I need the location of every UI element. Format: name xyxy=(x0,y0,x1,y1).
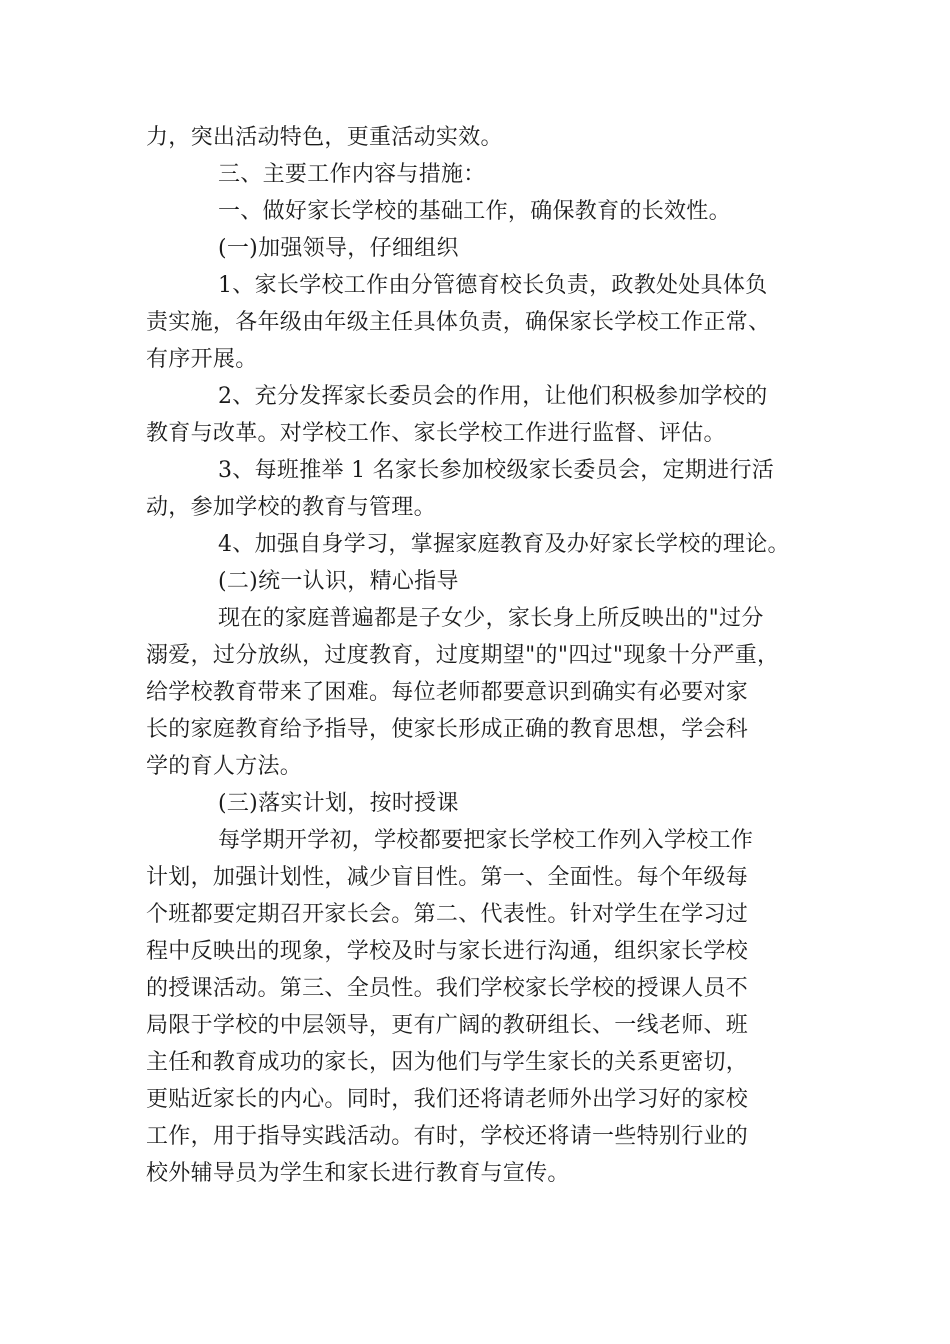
text-line: 给学校教育带来了困难。每位老师都要意识到确实有必要对家 xyxy=(146,680,749,705)
text-line: 教育与改革。对学校工作、家长学校工作进行监督、评估。 xyxy=(146,421,726,446)
text-line: 动，参加学校的教育与管理。 xyxy=(146,495,436,520)
text-line: 溺爱，过分放纵，过度教育，过度期望"的"四过"现象十分严重， xyxy=(146,643,780,668)
text-line: 力，突出活动特色，更重活动实效。 xyxy=(146,125,503,150)
subsection-heading: (三)落实计划，按时授课 xyxy=(218,791,459,816)
text-line: 更贴近家长的内心。同时，我们还将请老师外出学习好的家校 xyxy=(146,1087,749,1112)
text-line: 计划，加强计划性，减少盲目性。第一、全面性。每个年级每 xyxy=(146,865,749,890)
text-line: 2、充分发挥家长委员会的作用，让他们积极参加学校的 xyxy=(218,384,768,409)
text-line: 长的家庭教育给予指导，使家长形成正确的教育思想，学会科 xyxy=(146,717,749,742)
section-heading: 三、主要工作内容与措施： xyxy=(218,162,486,187)
text-line: 4、加强自身学习，掌握家庭教育及办好家长学校的理论。 xyxy=(218,532,790,557)
subsection-heading: (二)统一认识，精心指导 xyxy=(218,569,459,594)
text-line: 校外辅导员为学生和家长进行教育与宣传。 xyxy=(146,1161,570,1186)
text-line: 工作，用于指导实践活动。有时，学校还将请一些特别行业的 xyxy=(146,1124,749,1149)
text-line: 程中反映出的现象，学校及时与家长进行沟通，组织家长学校 xyxy=(146,939,749,964)
text-line: 责实施，各年级由年级主任具体负责，确保家长学校工作正常、 xyxy=(146,310,771,335)
text-line: 主任和教育成功的家长，因为他们与学生家长的关系更密切， xyxy=(146,1050,749,1075)
text-line: 的授课活动。第三、全员性。我们学校家长学校的授课人员不 xyxy=(146,976,749,1001)
text-line: 现在的家庭普遍都是子女少，家长身上所反映出的"过分 xyxy=(218,606,764,631)
section-heading: 一、做好家长学校的基础工作，确保教育的长效性。 xyxy=(218,199,731,224)
text-line: 1、家长学校工作由分管德育校长负责，政教处处具体负 xyxy=(218,273,768,298)
text-line: 局限于学校的中层领导，更有广阔的教研组长、一线老师、班 xyxy=(146,1013,749,1038)
text-line: 每学期开学初，学校都要把家长学校工作列入学校工作 xyxy=(218,828,754,853)
text-line: 个班都要定期召开家长会。第二、代表性。针对学生在学习过 xyxy=(146,902,749,927)
subsection-heading: (一)加强领导，仔细组织 xyxy=(218,236,459,261)
text-line: 3、每班推举 1 名家长参加校级家长委员会，定期进行活 xyxy=(218,458,775,483)
text-line: 学的育人方法。 xyxy=(146,754,303,779)
text-line: 有序开展。 xyxy=(146,347,258,372)
